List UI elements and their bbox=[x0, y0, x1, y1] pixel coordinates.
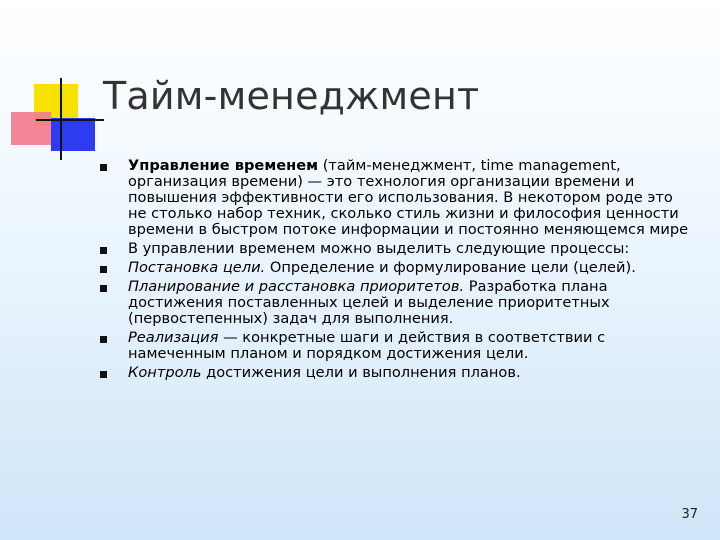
bullet-italic-term: Реализация bbox=[128, 329, 219, 346]
bullet-item bbox=[98, 241, 690, 257]
bullet-square-icon bbox=[100, 247, 107, 254]
bullet-italic-term: Постановка цели. bbox=[128, 259, 266, 276]
bullet-text: Разработка плана достижения поставленных целей и выделение приоритетных (первостепенных) задач для выполнения. bbox=[128, 278, 610, 327]
bullet-bold-term: Управление временем bbox=[128, 157, 319, 174]
bullet-text: — конкретные шаги и действия в соответствии с намеченным планом и порядком достижения цели. bbox=[128, 329, 606, 362]
slide-logo bbox=[0, 0, 100, 170]
bullet-square-icon bbox=[100, 266, 107, 273]
bullet-square-icon bbox=[100, 371, 107, 378]
bullet-italic-term: Планирование и расстановка приоритетов. bbox=[128, 278, 465, 295]
bullet-square-icon bbox=[100, 164, 107, 171]
bullet-italic-term: Контроль bbox=[128, 364, 202, 381]
horizontal-line bbox=[36, 119, 104, 121]
bullet-list bbox=[98, 158, 690, 384]
page-number: 37 bbox=[681, 507, 698, 522]
bullet-text: (тайм-менеджмент, time management, организация времени) — это технология организации времени и повышения эффективности его использования. В некотором роде это не столько набор техник, сколько стиль жизни и философия ценности времени в быстром потоке информации и постоянно меняющемся мире bbox=[128, 157, 689, 238]
slide-title: Тайм-менеджмент bbox=[103, 74, 480, 118]
bullet-item bbox=[98, 365, 690, 381]
bullet-square-icon bbox=[100, 336, 107, 343]
red-square bbox=[11, 112, 51, 145]
bullet-item bbox=[98, 330, 690, 362]
bullet-text: В управлении временем можно выделить следующие процессы: bbox=[128, 240, 630, 257]
bullet-square-icon bbox=[100, 285, 107, 292]
bullet-item bbox=[98, 260, 690, 276]
blue-square bbox=[51, 118, 95, 151]
bullet-item bbox=[98, 158, 690, 238]
bullet-text: Определение и формулирование цели (целей). bbox=[265, 259, 636, 276]
bullet-text: достижения цели и выполнения планов. bbox=[201, 364, 521, 381]
bullet-item bbox=[98, 279, 690, 327]
